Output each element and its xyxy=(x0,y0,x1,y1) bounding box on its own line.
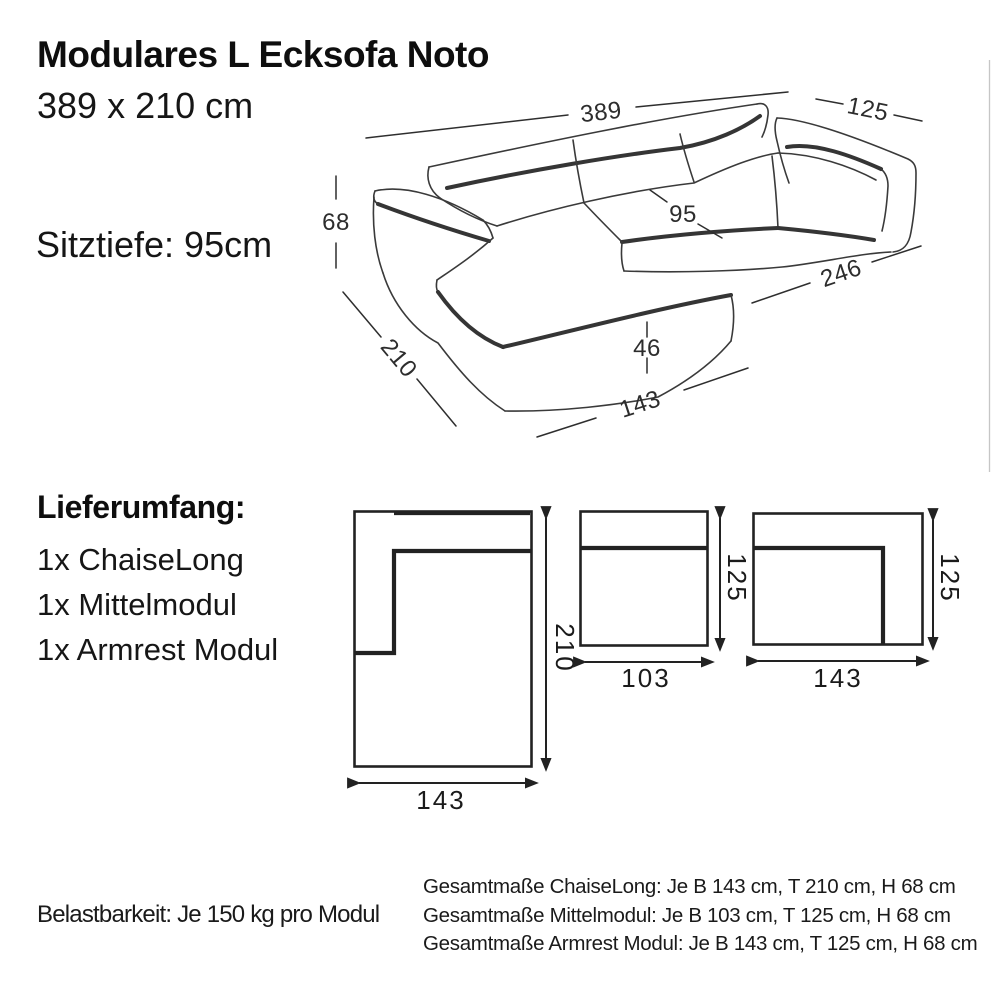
delivery-item: 1x ChaiseLong xyxy=(37,542,244,577)
delivery-item: 1x Mittelmodul xyxy=(37,587,237,622)
sofa-backrest-front-edge xyxy=(447,116,760,188)
sofa-drawing xyxy=(373,104,916,412)
sofa-right-armrest-inner-edge xyxy=(787,146,881,169)
mittelmodul-width-label: 103 xyxy=(621,663,671,693)
dim-chaise-width-label: 143 xyxy=(616,385,665,424)
dim-seat-height-label: 46 xyxy=(633,335,661,362)
seat-depth-note: Sitztiefe: 95cm xyxy=(36,224,273,265)
sofa-seat-cushion-seam xyxy=(772,156,778,228)
schematic-chaiselong xyxy=(355,512,581,816)
sofa-left-armrest-left-edge xyxy=(373,197,383,273)
sofa-chaise-left-boundary xyxy=(437,238,493,280)
mittelmodul-depth-label: 125 xyxy=(722,553,752,603)
armrest-modul-outline xyxy=(754,514,923,645)
sofa-backrest-right-end xyxy=(757,104,768,137)
schematic-mittelmodul xyxy=(580,512,752,694)
armrest-modul-width-label: 143 xyxy=(813,663,863,693)
delivery-item: 1x Armrest Modul xyxy=(37,632,279,667)
dim-right-width-label: 246 xyxy=(817,253,866,294)
dim-total-width-line xyxy=(366,92,788,138)
delivery-heading: Lieferumfang: xyxy=(37,489,246,525)
sofa-chaise-right-end xyxy=(731,295,734,341)
chaiselong-backrest-line xyxy=(355,513,531,653)
chaiselong-depth-label: 210 xyxy=(550,623,580,673)
sofa-backrest-left-end xyxy=(428,167,440,198)
module-dimension-line: Gesamtmaße Mittelmodul: Je B 103 cm, T 125 cm, H 68 cm xyxy=(423,903,951,927)
dim-chaise-depth-label: 210 xyxy=(374,333,423,383)
sofa-seat-back-boundary xyxy=(497,153,778,226)
armrest-modul-depth-label: 125 xyxy=(935,553,965,603)
armrest-modul-inner-lines xyxy=(753,548,883,644)
schematic-armrest-modul xyxy=(753,514,965,694)
dim-seat-depth-label: 95 xyxy=(669,201,697,228)
module-dimension-line: Gesamtmaße Armrest Modul: Je B 143 cm, T 125 cm, H 68 cm xyxy=(423,932,978,956)
sofa-chaise-front-top-edge xyxy=(503,295,731,347)
sofa-middle-cushion-front-edge xyxy=(622,228,778,242)
sofa-base-left-end xyxy=(621,243,624,271)
chaiselong-width-label: 143 xyxy=(416,785,466,815)
dim-height-label: 68 xyxy=(322,209,350,236)
sofa-chaise-left-top-edge xyxy=(438,292,503,347)
dim-total-width-label: 389 xyxy=(578,96,624,129)
sofa-chaise-middle-boundary xyxy=(584,203,622,242)
mittelmodul-outline xyxy=(581,512,708,646)
dim-armrest-depth-label: 125 xyxy=(844,92,891,127)
sofa-right-cushion-front-edge xyxy=(778,228,874,240)
sofa-right-armrest-inner-face xyxy=(881,169,888,231)
sofa-right-cushion-top-edge xyxy=(778,153,876,180)
page-title: Modulares L Ecksofa Noto xyxy=(37,34,489,75)
sofa-backrest-seam xyxy=(573,140,584,203)
sofa-left-armrest-front-edge xyxy=(378,204,489,241)
overall-size: 389 x 210 cm xyxy=(37,85,254,126)
sofa-right-armrest-back-edge xyxy=(775,118,789,183)
sofa-backrest-seam xyxy=(680,134,694,182)
module-dimension-line: Gesamtmaße ChaiseLong: Je B 143 cm, T 210 cm, H 68 cm xyxy=(423,875,956,898)
load-capacity: Belastbarkeit: Je 150 kg pro Modul xyxy=(37,901,380,928)
sofa-left-armrest-top-edge xyxy=(375,189,493,238)
